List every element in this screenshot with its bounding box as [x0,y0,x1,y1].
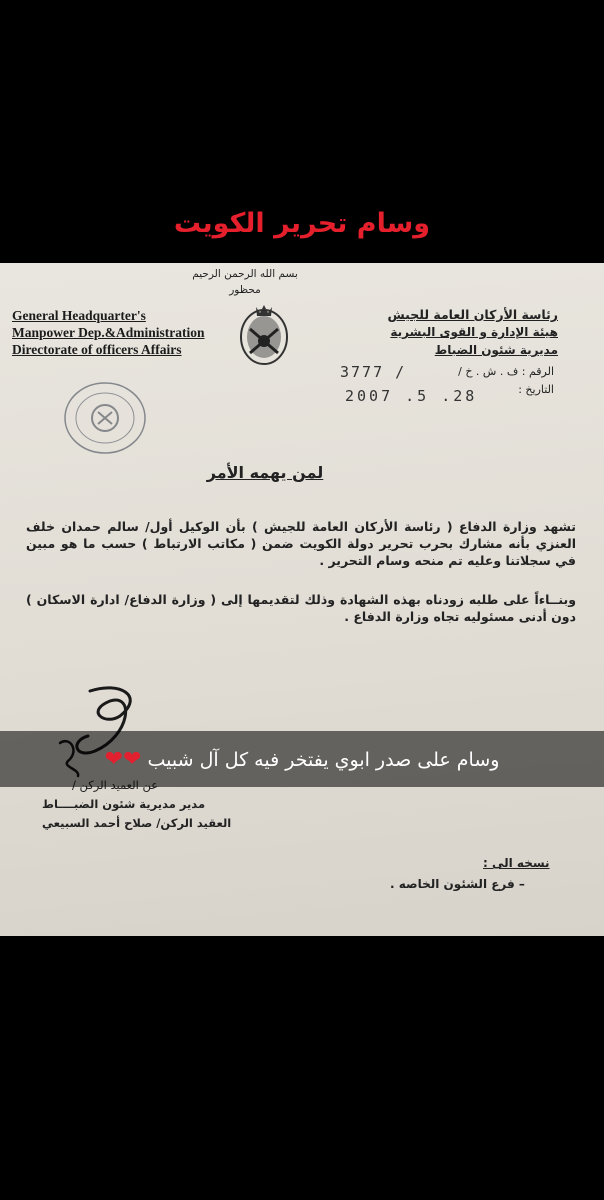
date-value: 2007 .5 .28 [345,387,478,405]
basmala: بسم الله الرحمن الرحيم [192,268,298,280]
reference-label: الرقم : ف . ش . خ / [458,365,554,378]
army-emblem-icon [236,303,292,371]
signature-line-2: مدير مديرية شئون الضبــــاط [42,797,206,811]
letter-heading: لمن يهمه الأمر [206,463,324,482]
header-en-line-1: General Headquarter's [12,308,146,323]
story-title-text: وسام تحرير الكويت [173,208,431,239]
red-heart-icon: ❤ [123,746,142,772]
date-label: التاريخ : [518,383,554,396]
copy-to-item: – فرع الشئون الخاصه . [390,877,525,891]
body-paragraph-2: وبنــاءاً على طلبه زودناه بهذه الشهادة وذلك لتقديمها إلى ( وزارة الدفاع/ ادارة الاسكان ) دون أدنى مسئوليه تجاه وزارة الدفاع . [26,592,576,624]
caption-text: وسام على صدر ابوي يفتخر فيه كل آل شبيب [147,748,500,771]
header-en-line-3: Directorate of officers Affairs [12,342,182,357]
signature-line-3: العقيد الركن/ صلاح أحمد السبيعي [42,816,232,830]
header-ar-line-1: رئاسة الأركان العامة للجيش [387,307,558,322]
story-caption [105,747,500,772]
header-ar-line-3: مديرية شئون الضباط [434,343,558,357]
copy-to-label: نسخه الى : [483,856,550,870]
classification-label: محظور [229,284,261,296]
header-ar-line-2: هيئة الإدارة و القوى البشرية [390,325,558,339]
red-heart-icon: ❤ [104,746,124,772]
body-paragraph-1: تشهد وزارة الدفاع ( رئاسة الأركان العامة للجيش ) بأن الوكيل أول/ سالم حمدان خلف العنزي بأنه مشارك بحرب تحرير دولة الكويت ضمن ( مكاتب الارتباط ) حسب ما هو مبين في سجلاتنا وعليه تم منحه وسام التحرير . [26,519,576,568]
official-stamp-icon [60,378,150,462]
letter-document [0,263,604,936]
story-caption-bar [0,731,604,787]
reference-number: 3777 / [340,363,407,381]
header-en-line-2: Manpower Dep.&Administration [12,325,205,340]
